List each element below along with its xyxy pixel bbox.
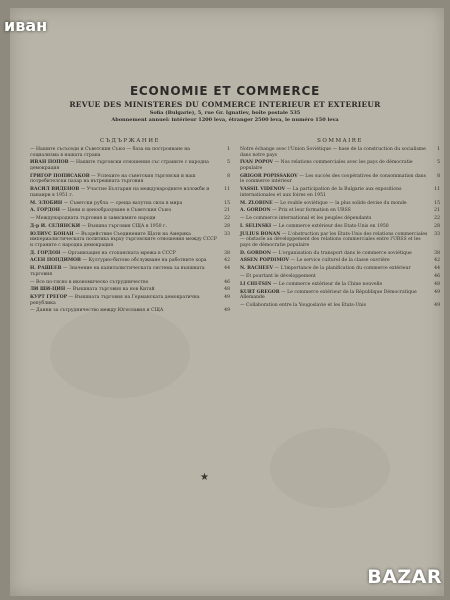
contents-entry [30, 160, 230, 171]
entry-page-number: 49 [224, 308, 230, 314]
contents-entry [240, 282, 440, 288]
contents-entry [30, 287, 230, 293]
entry-title: — L'organisation du transport dans le commerce soviétique [272, 250, 412, 256]
entry-title: — Външната търговия на нов Китай [66, 287, 155, 293]
entry-title: — Организация на стопанската мрежа в СССР [61, 250, 176, 256]
watermark-bazar-logo: BAZAR [367, 566, 442, 588]
entry-text [240, 251, 430, 257]
contents-entry [30, 208, 230, 214]
entry-text [240, 160, 430, 171]
entry-page-number: 33 [224, 231, 230, 237]
contents-entry [240, 303, 440, 309]
entry-title: — Collaboration entre la Yougoslavie et les Etats-Unis [240, 302, 366, 308]
contents-entry [240, 290, 440, 301]
entry-author: КУРТ ГРЕГОР [30, 295, 68, 301]
entry-page-number: 42 [224, 258, 230, 264]
entry-page-number: 21 [434, 208, 440, 214]
contents-entry [240, 147, 440, 158]
entry-page-number: 38 [224, 250, 230, 256]
entry-author: ASSEN POPDIMOV [240, 258, 290, 264]
contents-entry [30, 174, 230, 185]
entry-page-number: 42 [434, 258, 440, 264]
entry-page-number: 11 [224, 187, 230, 193]
entry-title: — Нашите търговски отношения със страните с народна демокрация [30, 160, 209, 171]
contents-entry [240, 216, 440, 222]
entry-title: — L'obstruction par les Etats-Unis des relations commerciales — obstacle au développement des relations commerciales entre l'URSS et les pays de démocratie populaire [240, 231, 428, 248]
entry-title: — Данни за сътрудничество между Югославия и СЩА [30, 308, 164, 314]
entry-text [240, 258, 430, 264]
journal-title: ECONOMIE ET COMMERCE [129, 84, 321, 98]
entry-author: JULIUS BONAN [240, 231, 281, 237]
entry-page-number: 8 [437, 173, 440, 179]
contents-entry [30, 295, 230, 306]
entry-page-number: 33 [434, 231, 440, 237]
entry-text [30, 224, 220, 230]
contents-entry [240, 258, 440, 264]
journal-subscription: Abonnement annuel: intérieur 1200 leva, étranger 2500 leva, le numéro 150 leva [111, 117, 339, 123]
entry-author: М. ЗЛОБИН [30, 200, 63, 206]
entry-page-number: 21 [224, 208, 230, 214]
contents-entry [30, 216, 230, 222]
entry-title: — Le commerce extérieur des Etats-Unis en 1950 [272, 223, 389, 229]
entry-author: ВАСИЛ ВИДЕНОВ [30, 187, 80, 193]
contents-entry [30, 187, 230, 198]
entry-text [30, 232, 220, 249]
contents-heading: СЪДЪРЖАНИЕ [99, 138, 161, 144]
entry-text [30, 201, 220, 207]
contents-entry [30, 251, 230, 257]
entry-text [30, 280, 220, 286]
paper-stain [50, 308, 190, 398]
entry-page-number: 28 [224, 223, 230, 229]
entry-text [240, 187, 430, 198]
entry-page-number: 49 [224, 295, 230, 301]
contents-entry [240, 160, 440, 171]
entry-text [240, 224, 430, 230]
entry-author: A. GORDON [240, 208, 271, 214]
entry-text [240, 208, 430, 214]
contents-entry [240, 201, 440, 207]
entry-author: N. RACHEEV [240, 266, 274, 272]
contents-entry [240, 174, 440, 185]
entry-text [240, 266, 430, 272]
contents-entry [30, 308, 230, 314]
entry-title: — Съветски рубла — среща валутна сила в мира [63, 200, 183, 206]
entry-title: — Нашите съсъседи и Съветския Съюз — база на построяване на социализма в нашата страна [30, 147, 190, 158]
entry-author: ИВАН ПОПОВ [30, 160, 69, 166]
entry-text [240, 201, 430, 207]
paper-stain [270, 428, 390, 508]
contents-french [240, 138, 440, 311]
entry-title: — Prix et leur formation en URSS [272, 208, 351, 214]
entry-page-number: 11 [434, 187, 440, 193]
entry-title: — Цени и ценообразуване в Съветския Съюз [61, 208, 171, 214]
entry-text [30, 147, 220, 158]
entry-author: KURT GREGOR [240, 289, 280, 295]
entry-author: ЛИ ШИ-ЦИН [30, 287, 66, 293]
contents-heading: SOMMAIRE [317, 138, 363, 144]
entry-page-number: 49 [434, 302, 440, 308]
entry-text [30, 287, 220, 293]
entry-page-number: 1 [227, 147, 230, 152]
contents-entry [240, 187, 440, 198]
entry-title: — Все по-тясно в икономическо сътрудничество [30, 279, 149, 285]
entry-author: Н. РАШЕЕВ [30, 266, 62, 272]
entry-author: GRIGOR POPISSAKOV [240, 173, 298, 179]
entry-text [240, 290, 430, 301]
entry-title: — Значение на капиталистическата система за външната търговия [30, 266, 205, 277]
contents-entry [240, 266, 440, 272]
entry-title: — Успехите на съветския търговски и наш потребителски пазар на вътрешната търговия [30, 173, 196, 185]
entry-author: Д-р И. СЕЛЯНСКИ [30, 223, 81, 229]
entry-page-number: 22 [224, 216, 230, 222]
entry-title: — Les succès des coopératives de consommation dans le commerce intérieur [240, 173, 426, 185]
entry-text [30, 187, 220, 198]
star-ornament: ★ [200, 472, 209, 483]
entry-title: — Et pourtant le développement [240, 273, 316, 279]
entry-author: LI CHI-TSIN [240, 281, 272, 287]
entry-text [30, 208, 220, 214]
contents-entry [30, 201, 230, 207]
entry-author: I. SELINSKI [240, 223, 272, 229]
entry-page-number: 15 [434, 200, 440, 206]
entry-title: — Участие България на международните изложби и панаири в 1951 г. [30, 187, 210, 198]
contents-entry [30, 147, 230, 158]
contents-entry [240, 274, 440, 280]
entry-page-number: 8 [227, 173, 230, 179]
entry-text [30, 216, 220, 222]
masthead [10, 84, 440, 123]
contents-entry [30, 232, 230, 249]
entry-author: ЮЛИУС БОНАН [30, 231, 74, 237]
entry-page-number: 28 [434, 223, 440, 229]
entry-title: — Културно-битово обслужване на работните хора [82, 258, 207, 264]
entry-text [30, 266, 220, 277]
entry-text [30, 174, 220, 185]
entry-title: — Международната търговия и зависимите народи [30, 216, 156, 222]
contents-entry [30, 280, 230, 286]
contents-entry [240, 224, 440, 230]
entry-title: — Външната търговия на Германската демократична република [30, 295, 200, 306]
entry-author: А. ГОРДОН [30, 208, 60, 214]
entry-page-number: 44 [434, 266, 440, 272]
contents-entry [240, 251, 440, 257]
entry-title: — Nos relations commerciales avec les pays de démocratie populaire [240, 160, 413, 171]
entry-text [240, 216, 430, 222]
entry-page-number: 46 [434, 273, 440, 279]
watermark-username: иван [4, 16, 48, 35]
contents-entry [240, 208, 440, 214]
entry-author: IVAN POPOV [240, 160, 274, 166]
entry-page-number: 1 [437, 147, 440, 152]
entry-page-number: 48 [224, 287, 230, 293]
entry-title: — Въздействие Съединените Щати на Америка империалистическата политика върху търговските отношения между СССР и страните с народна демокрация [30, 231, 217, 248]
entry-author: VASSIL VIDENOV [240, 187, 286, 193]
entry-title: — Le commerce extérieur de la République Démocratique Allemande [240, 289, 417, 301]
entry-author: D. GORDON [240, 250, 271, 256]
entry-text [30, 160, 220, 171]
entry-title: — Le commerce international et les peuples dépendants [240, 216, 372, 222]
entry-text [240, 174, 430, 185]
entry-page-number: 48 [434, 281, 440, 287]
entry-title: — Външна търговия СЩА в 1950 г. [81, 223, 167, 229]
entry-page-number: 5 [437, 160, 440, 166]
entry-title: — Le rouble soviétique — la plus solide devise du monde [274, 200, 407, 206]
entry-author: АСЕН ПОПДИМОВ [30, 258, 81, 264]
entry-text [30, 258, 220, 264]
contents-entry [240, 232, 440, 249]
entry-author: M. ZLOBINE [240, 200, 273, 206]
journal-address: Sofia (Bulgarie), 5, rue Gr. Ignatiev, boîte postale 535 [149, 110, 301, 116]
entry-text [240, 274, 430, 280]
entry-text [30, 295, 220, 306]
entry-title: Notre échange avec l'Union Soviétique — base de la construction du socialisme dans notre pays [240, 147, 426, 158]
entry-page-number: 5 [227, 160, 230, 166]
entry-page-number: 38 [434, 250, 440, 256]
entry-title: — L'importance de la planification du commerce extérieur [274, 266, 411, 272]
entry-title: — La participation de la Bulgarie aux expositions internationales et aux foires en 1951 [240, 187, 402, 198]
entry-page-number: 46 [224, 279, 230, 285]
contents-entry [30, 258, 230, 264]
entry-text [240, 232, 430, 249]
entry-text [30, 251, 220, 257]
entry-text [240, 303, 430, 309]
entry-text [240, 147, 430, 158]
entry-page-number: 22 [434, 216, 440, 222]
contents-entry [30, 266, 230, 277]
contents-entry [30, 224, 230, 230]
entry-title: — Le commerce extérieur de la Chine nouvelle [272, 281, 383, 287]
journal-subtitle: REVUE DES MINISTERES DU COMMERCE INTERIEUR ET EXTERIEUR [69, 100, 381, 109]
entry-text [30, 308, 220, 314]
entry-page-number: 49 [434, 289, 440, 295]
contents-bulgarian [30, 138, 230, 316]
entry-page-number: 44 [224, 266, 230, 272]
entry-title: — Le service culturel de la classe ouvrière [290, 258, 390, 264]
entry-author: Д. ГОРДОН [30, 250, 61, 256]
entry-page-number: 15 [224, 200, 230, 206]
entry-author: ГРИГОР ПОПИСАКОВ [30, 173, 90, 179]
entry-text [240, 282, 430, 288]
